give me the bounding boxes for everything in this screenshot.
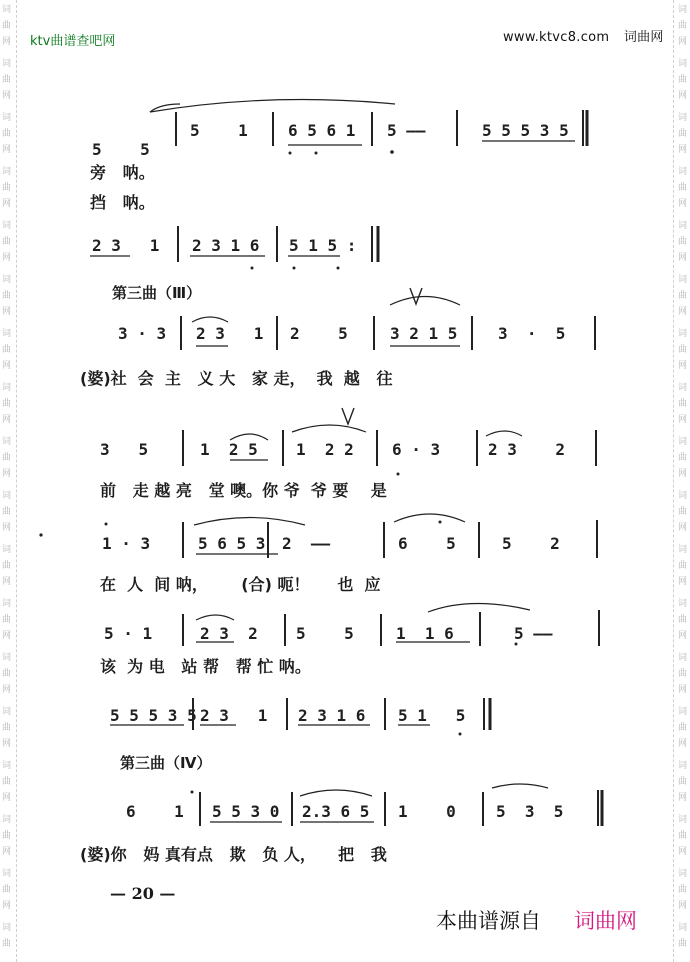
octave-dot xyxy=(315,152,318,155)
lyric-line-a: 旁 呐。 xyxy=(90,163,155,182)
watermark-glyph: 网 xyxy=(678,901,688,911)
octave-dot xyxy=(459,733,462,736)
watermark-glyph: 曲 xyxy=(678,75,688,85)
s3-line4: 5 · 1 xyxy=(104,624,153,643)
s3-line1-c: 2 5 xyxy=(290,324,348,343)
s3-line4-b: 2 3 2 xyxy=(200,624,258,643)
watermark-glyph: 曲 xyxy=(678,345,688,355)
s3-line3-e: 5 2 xyxy=(502,534,560,553)
tie xyxy=(390,297,460,306)
section-heading-4: 第三曲（Ⅳ） xyxy=(120,754,212,772)
watermark-glyph: 网 xyxy=(678,469,688,479)
watermark-glyph: 词 xyxy=(2,59,12,69)
tie xyxy=(194,518,305,526)
credit-site: 词曲网 xyxy=(574,909,637,933)
octave-dot xyxy=(289,152,292,155)
s3-line1-d: 3 2 1 5 xyxy=(390,324,458,343)
watermark-glyph: 网 xyxy=(2,469,12,479)
s3-line4-c: 5 5 xyxy=(296,624,354,643)
watermark-glyph: 曲 xyxy=(2,777,12,787)
watermark-glyph: 词 xyxy=(2,5,12,15)
watermark-glyph: 网 xyxy=(678,253,688,263)
watermark-glyph: 曲 xyxy=(2,399,12,409)
watermark-glyph: 词 xyxy=(2,221,12,231)
watermark-glyph: 词 xyxy=(2,545,12,555)
s3-line5-b: 2 3 1 xyxy=(200,706,268,725)
watermark-glyph: 网 xyxy=(678,145,688,155)
watermark-glyph: 曲 xyxy=(678,291,688,301)
breath-mark xyxy=(342,408,354,424)
watermark-glyph: 词 xyxy=(678,167,688,177)
watermark-glyph: 词 xyxy=(678,545,688,555)
watermark-glyph: 网 xyxy=(2,361,12,371)
watermark-glyph: 词 xyxy=(678,437,688,447)
watermark-glyph: 曲 xyxy=(2,237,12,247)
watermark-glyph: 网 xyxy=(2,577,12,587)
watermark-glyph: 词 xyxy=(2,113,12,123)
tie xyxy=(394,514,465,522)
watermark-glyph: 网 xyxy=(678,847,688,857)
score-row-1-bar2: 6 5 6 1 xyxy=(288,121,356,140)
watermark-glyph: 网 xyxy=(2,523,12,533)
site-url: www.ktvc8.com xyxy=(503,30,610,45)
watermark-glyph: 网 xyxy=(678,739,688,749)
s3-line2-c: 1 2 2 xyxy=(296,440,354,459)
watermark-glyph: 曲 xyxy=(678,723,688,733)
watermark-glyph: 网 xyxy=(678,307,688,317)
breath-mark xyxy=(410,288,422,304)
watermark-glyph: 曲 xyxy=(2,885,12,895)
octave-dot xyxy=(105,523,108,526)
watermark-glyph: 词 xyxy=(678,761,688,771)
watermark-glyph: 网 xyxy=(2,631,12,641)
watermark-glyph: 词 xyxy=(678,923,688,933)
watermark-glyph: 词 xyxy=(2,923,12,933)
watermark-glyph: 词 xyxy=(2,707,12,717)
s3-line5-c: 2 3 1 6 xyxy=(298,706,366,725)
s4-line1: 6 1 xyxy=(126,802,184,821)
tie xyxy=(300,790,372,796)
watermark-glyph: 词 xyxy=(2,329,12,339)
stray-dot xyxy=(39,533,42,536)
tie xyxy=(292,425,366,432)
watermark-glyph: 词 xyxy=(678,815,688,825)
watermark-glyph: 曲 xyxy=(2,21,12,31)
s3-line3: 1 · 3 xyxy=(102,534,151,553)
watermark-glyph: 词 xyxy=(678,221,688,231)
s3-line5: 5 5 5 3 5 xyxy=(110,706,197,725)
note-5a: 5 xyxy=(92,140,102,159)
watermark-glyph: 曲 xyxy=(2,453,12,463)
watermark-glyph: 词 xyxy=(2,437,12,447)
lyric-line-b: 挡 呐。 xyxy=(90,193,155,212)
watermark-glyph: 曲 xyxy=(2,75,12,85)
s4-line1-b: 5 5 3 0 xyxy=(212,802,280,821)
s3-line1-e: 3 · 5 xyxy=(498,324,566,343)
watermark-glyph: 词 xyxy=(2,383,12,393)
score-row-1-bar3: 5 —— xyxy=(387,121,426,140)
tie xyxy=(486,431,522,436)
watermark-glyph: 词 xyxy=(2,275,12,285)
octave-dot xyxy=(397,473,400,476)
watermark-glyph: 词 xyxy=(678,329,688,339)
watermark-glyph: 曲 xyxy=(678,615,688,625)
watermark-glyph: 曲 xyxy=(678,561,688,571)
watermark-glyph: 网 xyxy=(678,631,688,641)
section-heading-3: 第三曲（Ⅲ） xyxy=(112,284,202,302)
score-row-2-bar1: 2 3 1 6 xyxy=(192,236,260,255)
watermark-glyph: 词 xyxy=(678,869,688,879)
watermark-glyph: 曲 xyxy=(2,939,12,949)
watermark-glyph: 网 xyxy=(678,685,688,695)
s3-lyrics2: 前 走 越 亮 堂 噢。你 爷 爷 要 是 xyxy=(100,481,387,500)
watermark-glyph: 曲 xyxy=(2,831,12,841)
watermark-glyph: 网 xyxy=(678,199,688,209)
octave-dot xyxy=(337,267,340,270)
watermark-glyph: 网 xyxy=(2,91,12,101)
watermark-glyph: 网 xyxy=(2,793,12,803)
watermark-glyph: 词 xyxy=(2,599,12,609)
watermark-glyph: 词 xyxy=(678,383,688,393)
watermark-glyph: 曲 xyxy=(2,129,12,139)
watermark-glyph: 曲 xyxy=(2,183,12,193)
s3-line4-e: 5 —— xyxy=(514,624,553,643)
watermark-glyph: 词 xyxy=(2,491,12,501)
s3-lyrics1: (婆)社 会 主 义 大 家 走， 我 越 往 xyxy=(80,369,393,388)
s3-line2: 3 5 xyxy=(100,440,149,459)
s4-line1-e: 5 3 5 xyxy=(496,802,564,821)
s3-line4-d: 1 1 6 xyxy=(396,624,454,643)
watermark-glyph: 曲 xyxy=(678,885,688,895)
watermark-glyph: 网 xyxy=(2,415,12,425)
site-name: 词曲网 xyxy=(623,30,664,45)
watermark-glyph: 词 xyxy=(678,599,688,609)
s3-line3-d: 6 5 xyxy=(398,534,456,553)
watermark-glyph: 曲 xyxy=(2,669,12,679)
watermark-glyph: 网 xyxy=(678,91,688,101)
watermark-glyph: 词 xyxy=(2,815,12,825)
watermark-glyph: 曲 xyxy=(678,21,688,31)
watermark-glyph: 词 xyxy=(678,707,688,717)
watermark-glyph: 词 xyxy=(678,275,688,285)
octave-dot xyxy=(515,643,518,646)
octave-dot xyxy=(390,150,394,154)
score-row-1-bar1: 5 1 xyxy=(190,121,248,140)
watermark-glyph: 网 xyxy=(678,577,688,587)
page-number: — 20 — xyxy=(110,884,176,903)
octave-dot xyxy=(251,267,254,270)
watermark-glyph: 曲 xyxy=(2,561,12,571)
tie xyxy=(428,603,530,612)
score-row-2: 2 3 1 xyxy=(92,236,160,255)
watermark-glyph: 网 xyxy=(678,37,688,47)
watermark-glyph: 词 xyxy=(678,59,688,69)
watermark-glyph: 网 xyxy=(678,793,688,803)
site-watermark-left: ktv曲谱查吧网 xyxy=(30,34,116,49)
watermark-glyph: 网 xyxy=(2,37,12,47)
tie xyxy=(196,615,234,620)
watermark-glyph: 曲 xyxy=(678,399,688,409)
octave-dot xyxy=(191,791,194,794)
watermark-glyph: 曲 xyxy=(678,129,688,139)
s4-line1-d: 1 0 xyxy=(398,802,456,821)
watermark-glyph: 曲 xyxy=(678,831,688,841)
credit-text: 本曲谱源自 xyxy=(436,909,541,933)
watermark-glyph: 网 xyxy=(2,199,12,209)
watermark-glyph: 曲 xyxy=(678,237,688,247)
watermark-glyph: 词 xyxy=(2,167,12,177)
s3-line2-d: 6 · 3 xyxy=(392,440,441,459)
watermark-glyph: 词 xyxy=(678,653,688,663)
s3-line2-e: 2 3 2 xyxy=(488,440,566,459)
watermark-glyph: 网 xyxy=(2,685,12,695)
watermark-glyph: 网 xyxy=(2,739,12,749)
s3-lyrics4: 该 为 电 站 帮 帮 忙 呐。 xyxy=(100,657,311,676)
score-row-1: 5 5 xyxy=(92,140,150,159)
watermark-glyph: 词 xyxy=(2,869,12,879)
s4-lyrics1: (婆)你 妈 真有点 欺 负 人， 把 我 xyxy=(80,845,387,864)
watermark-glyph: 曲 xyxy=(2,615,12,625)
watermark-glyph: 曲 xyxy=(678,669,688,679)
watermark-glyph: 曲 xyxy=(2,345,12,355)
s3-lyrics3: 在 人 间 呐， (合) 呃！ 也 应 xyxy=(100,575,381,594)
tie xyxy=(192,317,228,322)
watermark-glyph: 词 xyxy=(2,761,12,771)
watermark-glyph: 曲 xyxy=(678,183,688,193)
watermark-glyph: 词 xyxy=(2,653,12,663)
watermark-glyph: 曲 xyxy=(678,939,688,949)
score-row-2-bar2: 5 1 5 : xyxy=(289,236,357,255)
watermark-glyph: 曲 xyxy=(2,507,12,517)
score-row-1-bar4: 5 5 5 3 5 xyxy=(482,121,569,140)
s3-line3-c: 2 —— xyxy=(282,534,331,553)
watermark-glyph: 网 xyxy=(678,523,688,533)
watermark-glyph: 词 xyxy=(678,491,688,501)
s3-line1-b: 2 3 1 xyxy=(196,324,264,343)
watermark-glyph: 曲 xyxy=(2,723,12,733)
watermark-glyph: 网 xyxy=(2,847,12,857)
watermark-glyph: 词 xyxy=(678,113,688,123)
watermark-glyph: 网 xyxy=(2,901,12,911)
tie xyxy=(492,784,548,788)
watermark-glyph: 网 xyxy=(678,361,688,371)
s3-line2-b: 1 2 5 xyxy=(200,440,258,459)
s3-line5-d: 5 1 5 xyxy=(398,706,466,725)
octave-dot xyxy=(293,267,296,270)
watermark-glyph: 曲 xyxy=(678,453,688,463)
watermark-glyph: 曲 xyxy=(2,291,12,301)
s4-line1-c: 2.3 6 5 xyxy=(302,802,370,821)
watermark-glyph: 词 xyxy=(678,5,688,15)
watermark-glyph: 曲 xyxy=(678,777,688,787)
s3-line1: 3 · 3 xyxy=(118,324,167,343)
tie xyxy=(150,100,395,113)
watermark-glyph: 网 xyxy=(678,415,688,425)
watermark-glyph: 曲 xyxy=(678,507,688,517)
watermark-glyph: 网 xyxy=(2,145,12,155)
octave-dot xyxy=(439,521,442,524)
tie xyxy=(230,434,268,440)
s3-line3-b: 5 6 5 3 xyxy=(198,534,266,553)
watermark-glyph: 网 xyxy=(2,253,12,263)
watermark-glyph: 网 xyxy=(2,307,12,317)
